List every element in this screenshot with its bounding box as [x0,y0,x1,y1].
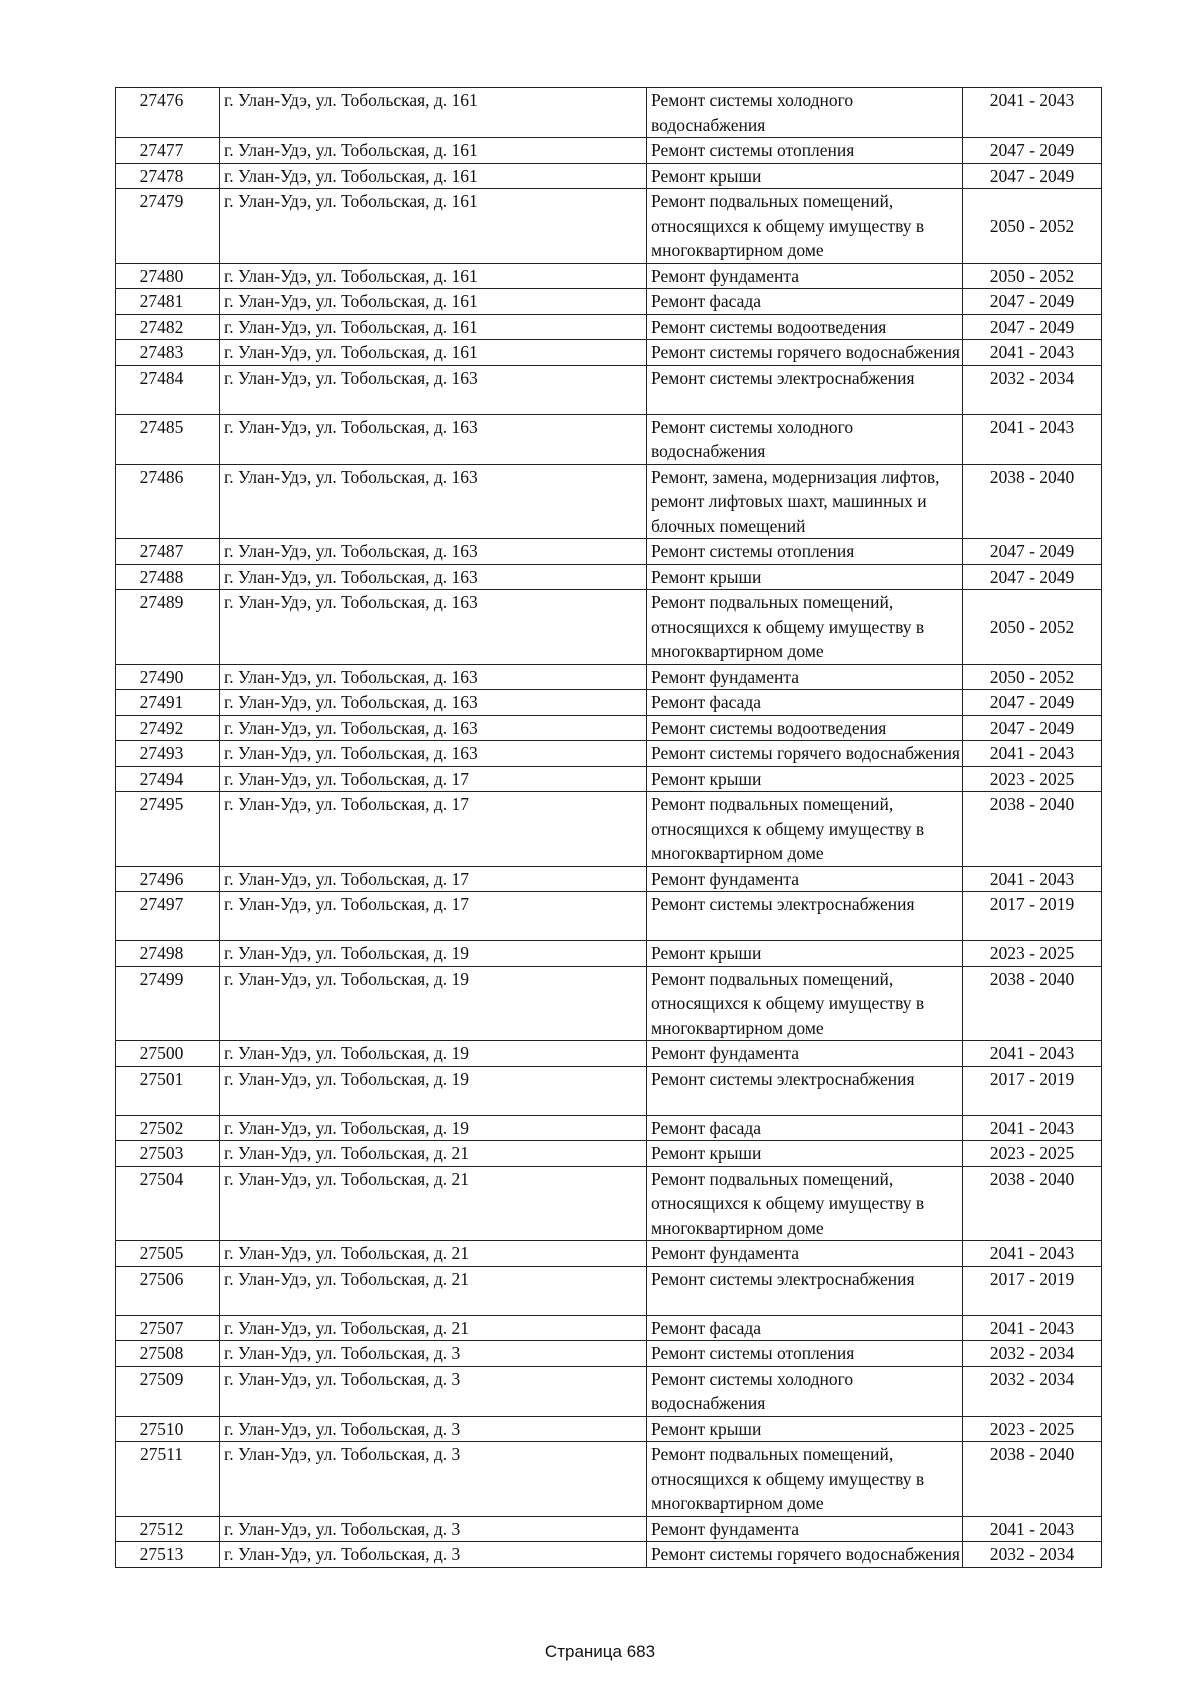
cell-work-type: Ремонт системы горячего водоснабжения [647,1542,963,1568]
cell-work-type: Ремонт системы электроснабжения [647,1266,963,1315]
cell-period: 2041 - 2043 [963,1516,1102,1542]
table-row [116,88,1102,138]
cell-address: г. Улан-Удэ, ул. Тобольская, д. 163 [220,590,647,665]
cell-address: г. Улан-Удэ, ул. Тобольская, д. 161 [220,189,647,264]
cell-work-type: Ремонт фасада [647,1315,963,1341]
cell-number: 27513 [116,1542,220,1568]
cell-address: г. Улан-Удэ, ул. Тобольская, д. 3 [220,1516,647,1542]
cell-number: 27484 [116,365,220,414]
cell-work-type: Ремонт крыши [647,766,963,792]
table-row [116,1416,1102,1442]
table-row [116,1341,1102,1367]
cell-number: 27508 [116,1341,220,1367]
table-row [116,1166,1102,1241]
cell-number: 27512 [116,1516,220,1542]
cell-work-type: Ремонт крыши [647,163,963,189]
cell-address: г. Улан-Удэ, ул. Тобольская, д. 163 [220,414,647,464]
cell-work-type: Ремонт фундамента [647,866,963,892]
cell-number: 27507 [116,1315,220,1341]
cell-address: г. Улан-Удэ, ул. Тобольская, д. 163 [220,564,647,590]
cell-work-type: Ремонт системы водоотведения [647,715,963,741]
cell-period: 2047 - 2049 [963,564,1102,590]
cell-period: 2023 - 2025 [963,1141,1102,1167]
cell-period: 2041 - 2043 [963,866,1102,892]
cell-number: 27490 [116,664,220,690]
cell-period: 2041 - 2043 [963,414,1102,464]
cell-work-type: Ремонт подвальных помещений, относящихся к общему имуществу в многоквартирном доме [647,966,963,1041]
cell-work-type: Ремонт системы электроснабжения [647,365,963,414]
cell-address: г. Улан-Удэ, ул. Тобольская, д. 161 [220,314,647,340]
cell-number: 27495 [116,792,220,867]
cell-number: 27499 [116,966,220,1041]
table-row [116,1141,1102,1167]
table-row [116,1315,1102,1341]
cell-period: 2038 - 2040 [963,792,1102,867]
cell-period: 2047 - 2049 [963,163,1102,189]
cell-work-type: Ремонт подвальных помещений, относящихся к общему имуществу в многоквартирном доме [647,1166,963,1241]
cell-period: 2032 - 2034 [963,365,1102,414]
cell-number: 27496 [116,866,220,892]
cell-address: г. Улан-Удэ, ул. Тобольская, д. 21 [220,1241,647,1267]
table-row [116,464,1102,539]
table-row [116,1442,1102,1517]
cell-address: г. Улан-Удэ, ул. Тобольская, д. 163 [220,365,647,414]
cell-period: 2041 - 2043 [963,1115,1102,1141]
table-row [116,138,1102,164]
cell-number: 27491 [116,690,220,716]
cell-period: 2017 - 2019 [963,892,1102,941]
cell-period: 2041 - 2043 [963,1241,1102,1267]
table-row [116,1516,1102,1542]
cell-work-type: Ремонт фундамента [647,664,963,690]
cell-period: 2023 - 2025 [963,766,1102,792]
cell-work-type: Ремонт системы отопления [647,539,963,565]
cell-address: г. Улан-Удэ, ул. Тобольская, д. 3 [220,1366,647,1416]
cell-address: г. Улан-Удэ, ул. Тобольская, д. 163 [220,715,647,741]
cell-address: г. Улан-Удэ, ул. Тобольская, д. 161 [220,88,647,138]
cell-address: г. Улан-Удэ, ул. Тобольская, д. 21 [220,1266,647,1315]
cell-work-type: Ремонт системы электроснабжения [647,1066,963,1115]
cell-address: г. Улан-Удэ, ул. Тобольская, д. 3 [220,1416,647,1442]
table-row [116,564,1102,590]
cell-period: 2047 - 2049 [963,138,1102,164]
cell-work-type: Ремонт фундамента [647,1516,963,1542]
cell-number: 27487 [116,539,220,565]
cell-period: 2047 - 2049 [963,690,1102,716]
cell-number: 27504 [116,1166,220,1241]
cell-address: г. Улан-Удэ, ул. Тобольская, д. 161 [220,163,647,189]
table-row [116,539,1102,565]
table-row [116,314,1102,340]
table-row [116,941,1102,967]
cell-work-type: Ремонт системы водоотведения [647,314,963,340]
cell-number: 27503 [116,1141,220,1167]
table-row [116,163,1102,189]
cell-work-type: Ремонт крыши [647,1141,963,1167]
cell-work-type: Ремонт подвальных помещений, относящихся к общему имуществу в многоквартирном доме [647,792,963,867]
cell-work-type: Ремонт системы холодного водоснабжения [647,88,963,138]
cell-period: 2041 - 2043 [963,1041,1102,1067]
cell-number: 27481 [116,289,220,315]
table-row [116,1115,1102,1141]
cell-number: 27480 [116,263,220,289]
cell-period: 2041 - 2043 [963,1315,1102,1341]
cell-address: г. Улан-Удэ, ул. Тобольская, д. 163 [220,464,647,539]
cell-period: 2017 - 2019 [963,1066,1102,1115]
page-footer [0,1642,1200,1662]
cell-period: 2047 - 2049 [963,715,1102,741]
cell-period: 2041 - 2043 [963,88,1102,138]
cell-period: 2047 - 2049 [963,314,1102,340]
cell-address: г. Улан-Удэ, ул. Тобольская, д. 21 [220,1166,647,1241]
cell-number: 27477 [116,138,220,164]
cell-number: 27478 [116,163,220,189]
cell-period: 2032 - 2034 [963,1366,1102,1416]
cell-number: 27505 [116,1241,220,1267]
page-number: Страница 683 [544,1642,656,1661]
cell-number: 27497 [116,892,220,941]
cell-work-type: Ремонт системы горячего водоснабжения [647,741,963,767]
cell-number: 27488 [116,564,220,590]
table-row [116,966,1102,1041]
cell-number: 27479 [116,189,220,264]
table-row [116,715,1102,741]
cell-work-type: Ремонт крыши [647,564,963,590]
cell-address: г. Улан-Удэ, ул. Тобольская, д. 163 [220,690,647,716]
cell-number: 27486 [116,464,220,539]
cell-address: г. Улан-Удэ, ул. Тобольская, д. 161 [220,263,647,289]
table-row [116,1366,1102,1416]
table-row [116,1542,1102,1568]
cell-address: г. Улан-Удэ, ул. Тобольская, д. 17 [220,792,647,867]
cell-number: 27498 [116,941,220,967]
cell-number: 27501 [116,1066,220,1115]
cell-period: 2038 - 2040 [963,1166,1102,1241]
cell-number: 27502 [116,1115,220,1141]
cell-number: 27511 [116,1442,220,1517]
cell-number: 27509 [116,1366,220,1416]
cell-number: 27510 [116,1416,220,1442]
cell-address: г. Улан-Удэ, ул. Тобольская, д. 17 [220,866,647,892]
table-row [116,365,1102,414]
repair-schedule-table [115,87,1102,1568]
cell-period: 2047 - 2049 [963,539,1102,565]
cell-number: 27500 [116,1041,220,1067]
cell-number: 27489 [116,590,220,665]
cell-work-type: Ремонт фасада [647,690,963,716]
cell-period: 2050 - 2052 [963,263,1102,289]
cell-work-type: Ремонт подвальных помещений, относящихся к общему имуществу в многоквартирном доме [647,590,963,665]
cell-number: 27476 [116,88,220,138]
cell-period: 2017 - 2019 [963,1266,1102,1315]
cell-address: г. Улан-Удэ, ул. Тобольская, д. 19 [220,966,647,1041]
cell-work-type: Ремонт системы отопления [647,138,963,164]
cell-period: 2023 - 2025 [963,941,1102,967]
cell-period: 2038 - 2040 [963,464,1102,539]
table-row [116,1041,1102,1067]
cell-work-type: Ремонт фундамента [647,1041,963,1067]
cell-period: 2041 - 2043 [963,340,1102,366]
cell-work-type: Ремонт системы горячего водоснабжения [647,340,963,366]
cell-address: г. Улан-Удэ, ул. Тобольская, д. 3 [220,1442,647,1517]
table-row [116,189,1102,264]
table-row [116,263,1102,289]
table-row [116,590,1102,665]
cell-period: 2050 - 2052 [963,189,1102,264]
table-row [116,690,1102,716]
cell-work-type: Ремонт системы холодного водоснабжения [647,1366,963,1416]
cell-work-type: Ремонт подвальных помещений, относящихся к общему имуществу в многоквартирном доме [647,1442,963,1517]
table-row [116,414,1102,464]
table-row [116,664,1102,690]
cell-number: 27494 [116,766,220,792]
cell-period: 2050 - 2052 [963,590,1102,665]
cell-address: г. Улан-Удэ, ул. Тобольская, д. 21 [220,1315,647,1341]
cell-period: 2038 - 2040 [963,966,1102,1041]
cell-work-type: Ремонт системы отопления [647,1341,963,1367]
cell-number: 27492 [116,715,220,741]
cell-address: г. Улан-Удэ, ул. Тобольская, д. 161 [220,289,647,315]
cell-period: 2050 - 2052 [963,664,1102,690]
cell-work-type: Ремонт фасада [647,1115,963,1141]
cell-address: г. Улан-Удэ, ул. Тобольская, д. 19 [220,1066,647,1115]
cell-work-type: Ремонт фундамента [647,263,963,289]
table-row [116,1066,1102,1115]
cell-work-type: Ремонт фасада [647,289,963,315]
table-row [116,1266,1102,1315]
cell-work-type: Ремонт системы холодного водоснабжения [647,414,963,464]
table-row [116,892,1102,941]
table-row [116,792,1102,867]
cell-number: 27483 [116,340,220,366]
cell-address: г. Улан-Удэ, ул. Тобольская, д. 3 [220,1341,647,1367]
cell-period: 2038 - 2040 [963,1442,1102,1517]
cell-address: г. Улан-Удэ, ул. Тобольская, д. 19 [220,1041,647,1067]
table-row [116,766,1102,792]
cell-number: 27493 [116,741,220,767]
cell-work-type: Ремонт, замена, модернизация лифтов, ремонт лифтовых шахт, машинных и блочных помещений [647,464,963,539]
cell-work-type: Ремонт крыши [647,1416,963,1442]
cell-address: г. Улан-Удэ, ул. Тобольская, д. 19 [220,1115,647,1141]
cell-work-type: Ремонт фундамента [647,1241,963,1267]
cell-address: г. Улан-Удэ, ул. Тобольская, д. 17 [220,766,647,792]
cell-work-type: Ремонт подвальных помещений, относящихся к общему имуществу в многоквартирном доме [647,189,963,264]
cell-period: 2023 - 2025 [963,1416,1102,1442]
cell-address: г. Улан-Удэ, ул. Тобольская, д. 3 [220,1542,647,1568]
table-row [116,741,1102,767]
cell-work-type: Ремонт системы электроснабжения [647,892,963,941]
cell-number: 27482 [116,314,220,340]
table-row [116,866,1102,892]
cell-period: 2047 - 2049 [963,289,1102,315]
cell-address: г. Улан-Удэ, ул. Тобольская, д. 19 [220,941,647,967]
cell-work-type: Ремонт крыши [647,941,963,967]
table-body [116,88,1102,1568]
cell-number: 27485 [116,414,220,464]
table-row [116,340,1102,366]
cell-address: г. Улан-Удэ, ул. Тобольская, д. 163 [220,664,647,690]
cell-period: 2032 - 2034 [963,1341,1102,1367]
cell-address: г. Улан-Удэ, ул. Тобольская, д. 163 [220,539,647,565]
cell-address: г. Улан-Удэ, ул. Тобольская, д. 17 [220,892,647,941]
cell-period: 2041 - 2043 [963,741,1102,767]
table-row [116,1241,1102,1267]
table-row [116,289,1102,315]
cell-address: г. Улан-Удэ, ул. Тобольская, д. 21 [220,1141,647,1167]
cell-number: 27506 [116,1266,220,1315]
cell-address: г. Улан-Удэ, ул. Тобольская, д. 163 [220,741,647,767]
cell-address: г. Улан-Удэ, ул. Тобольская, д. 161 [220,138,647,164]
cell-period: 2032 - 2034 [963,1542,1102,1568]
cell-address: г. Улан-Удэ, ул. Тобольская, д. 161 [220,340,647,366]
